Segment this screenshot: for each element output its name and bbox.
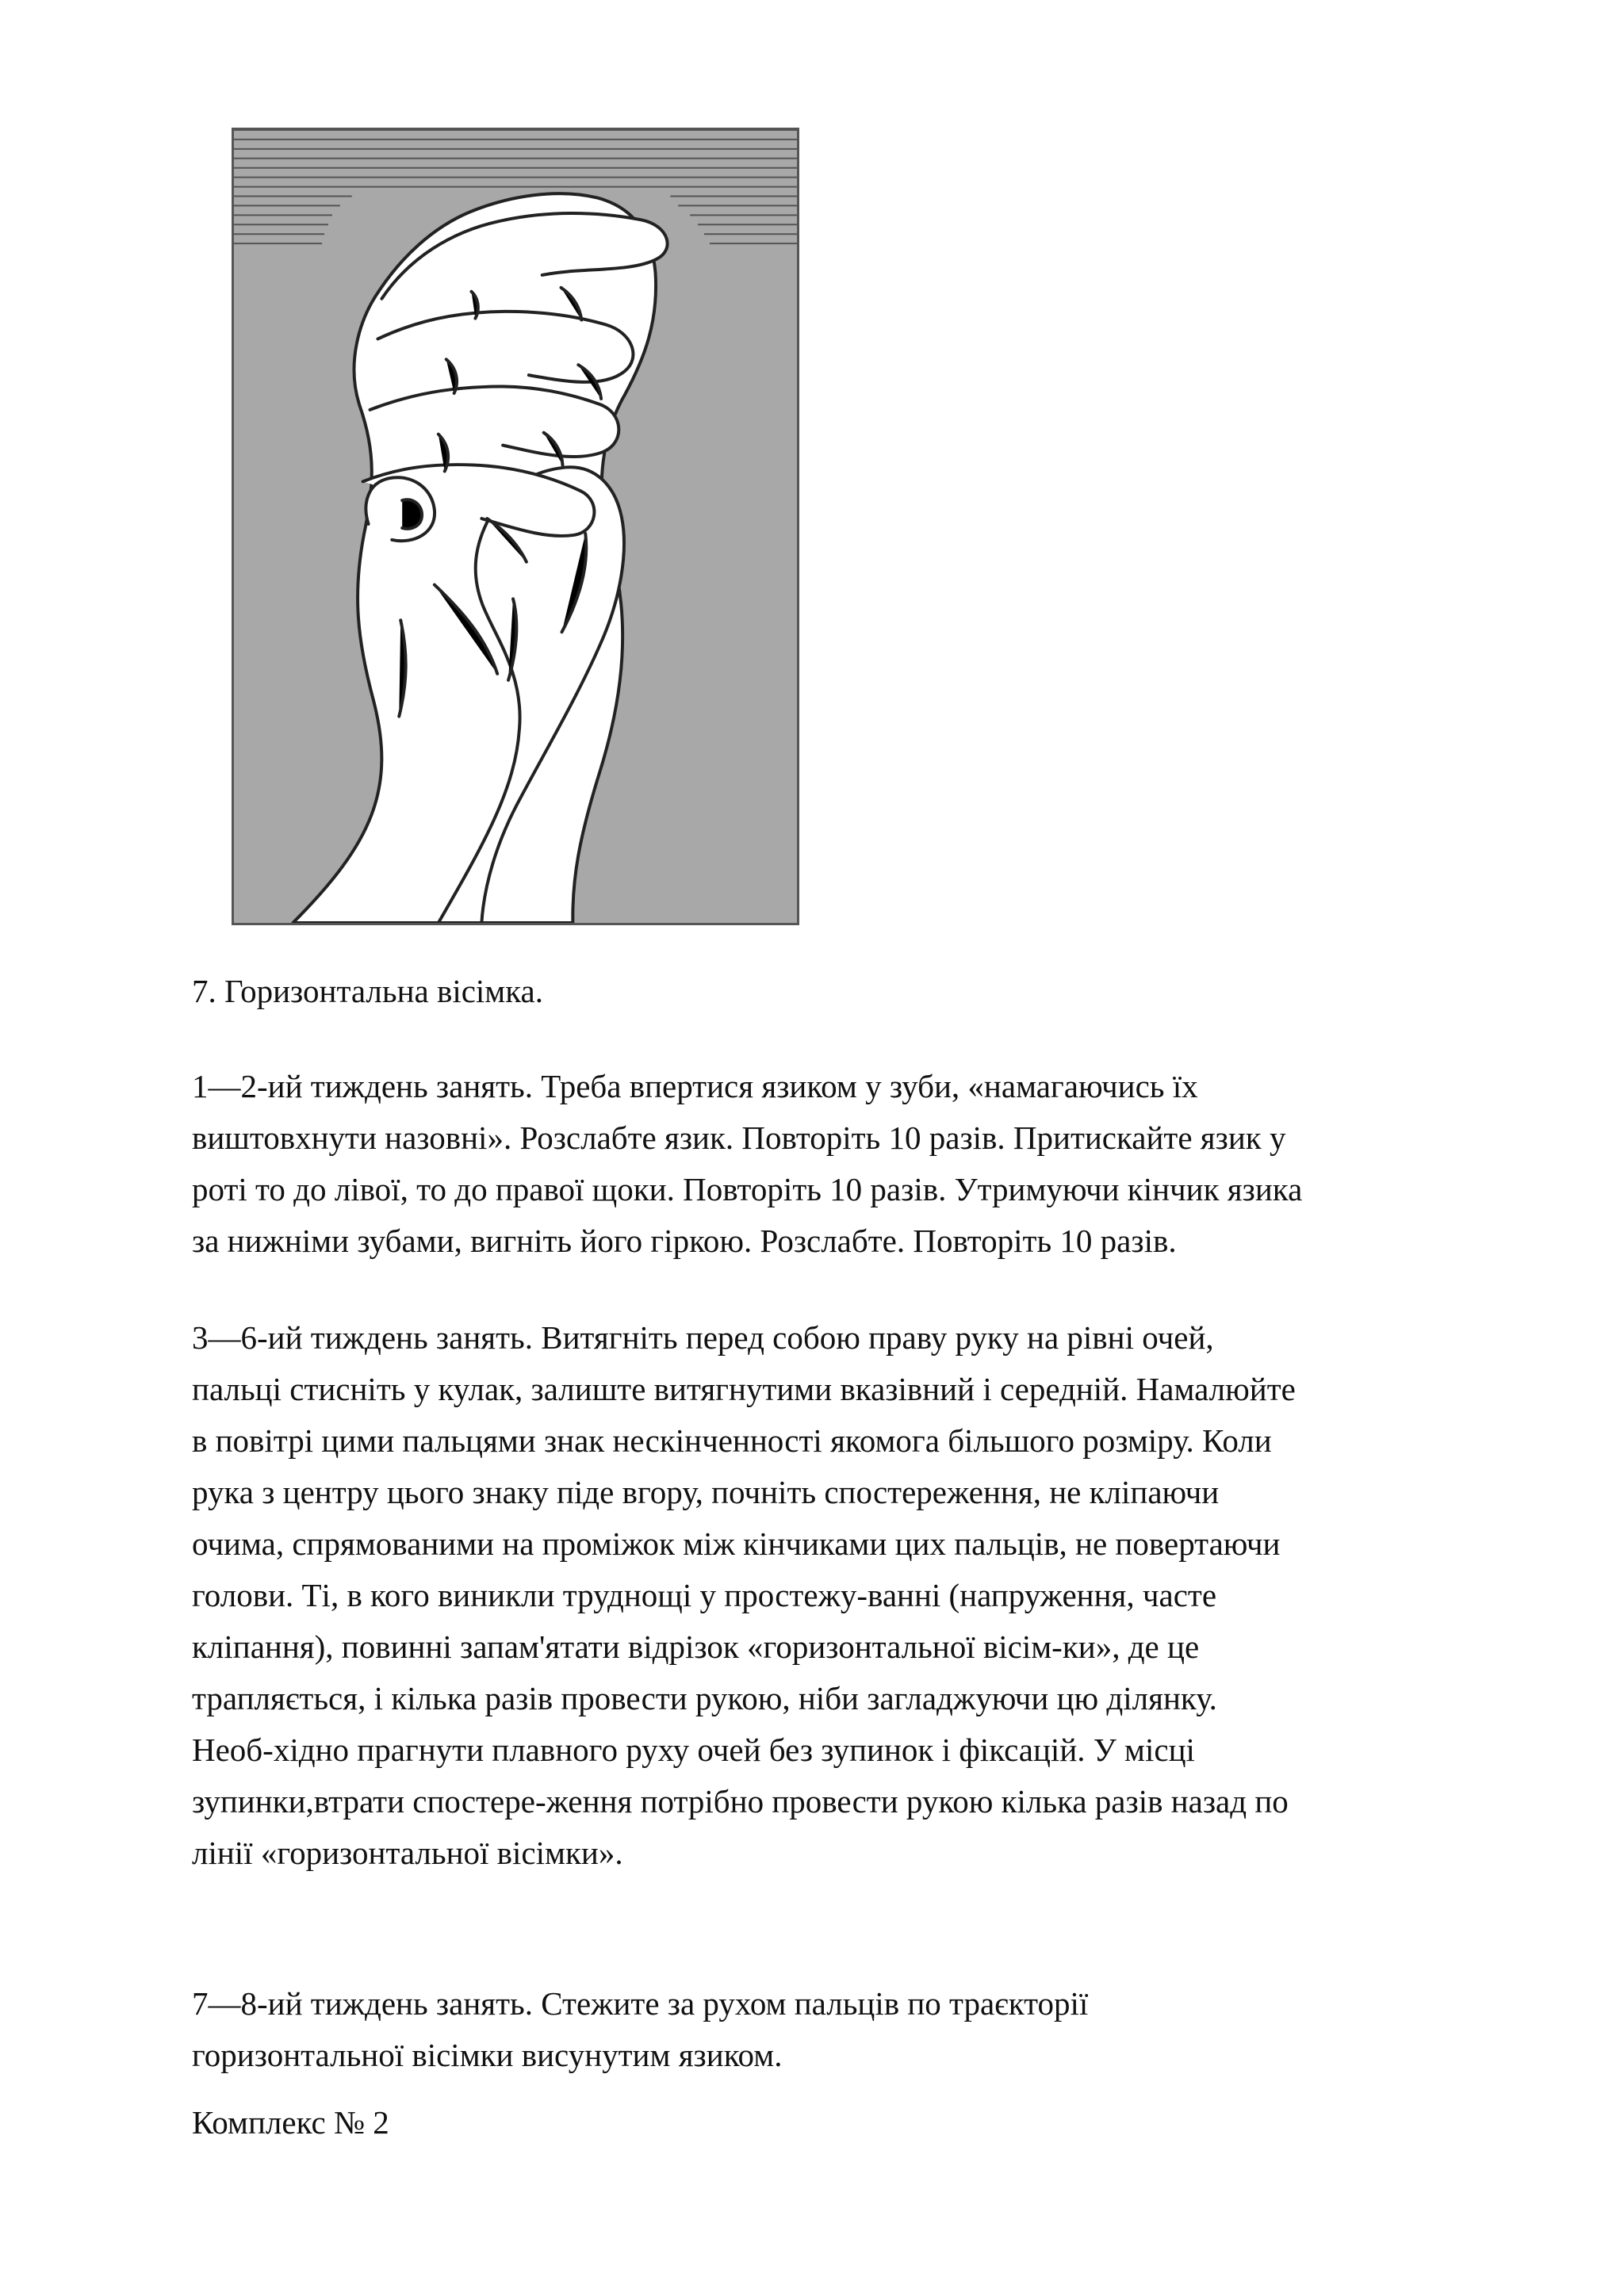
paragraph-line: 3—6-ий тиждень занять. Витягніть перед собою праву руку на рівні очей, — [192, 1319, 1214, 1356]
paragraph-line: роті то до лівої, то до правої щоки. Повторіть 10 разів. Утримуючи кінчик язика — [192, 1171, 1303, 1207]
paragraph-weeks-7-8 — [192, 1978, 1524, 2081]
paragraph-line: трапляється, і кілька разів провести рукою, ніби загладжуючи цю ділянку. — [192, 1680, 1217, 1716]
paragraph-line: кліпання), повинні запам'ятати відрізок «горизонтальної вісім-ки», де це — [192, 1628, 1200, 1665]
paragraph-line: 7—8-ий тиждень занять. Стежите за рухом пальців по траєкторії — [192, 1985, 1089, 2022]
paragraph-line: Необ-хідно прагнути плавного руху очей без зупинок і фіксацій. У місці — [192, 1732, 1195, 1768]
paragraph-line: за нижніми зубами, вигніть його гіркою. Розслабте. Повторіть 10 разів. — [192, 1223, 1177, 1259]
paragraph-line: виштовхнути назовні». Розслабте язик. Повторіть 10 разів. Притискайте язик у — [192, 1119, 1286, 1156]
clasped-hands-drawing — [234, 130, 797, 923]
paragraph-line: в повітрі цими пальцями знак нескінченності якомога більшого розміру. Коли — [192, 1422, 1272, 1459]
section-heading — [192, 966, 1524, 1017]
paragraph-weeks-3-6 — [192, 1312, 1524, 1879]
complex-number — [192, 2097, 1524, 2149]
paragraph-line: зупинки,втрати спостере-ження потрібно провести рукою кілька разів назад по — [192, 1783, 1289, 1820]
paragraph-weeks-1-2 — [192, 1061, 1524, 1267]
clasped-hands-illustration — [232, 128, 799, 925]
complex-number-text: Комплекс № 2 — [192, 2104, 389, 2141]
paragraph-line: пальці стисніть у кулак, залиште витягнутими вказівний і середній. Намалюйте — [192, 1371, 1296, 1407]
paragraph-line: горизонтальної вісімки висунутим язиком. — [192, 2037, 783, 2073]
paragraph-line: рука з центру цього знаку піде вгору, почніть спостереження, не кліпаючи — [192, 1474, 1220, 1510]
paragraph-line: лінії «горизонтальної вісімки». — [192, 1835, 623, 1871]
paragraph-line: очима, спрямованими на проміжок між кінчиками цих пальців, не повертаючи — [192, 1525, 1281, 1562]
paragraph-line: 1—2-ий тиждень занять. Треба впертися язиком у зуби, «намагаючись їх — [192, 1068, 1198, 1104]
heading-text: 7. Горизонтальна вісімка. — [192, 973, 543, 1009]
paragraph-line: голови. Ті, в кого виникли труднощі у простежу-ванні (напруження, часте — [192, 1577, 1217, 1613]
